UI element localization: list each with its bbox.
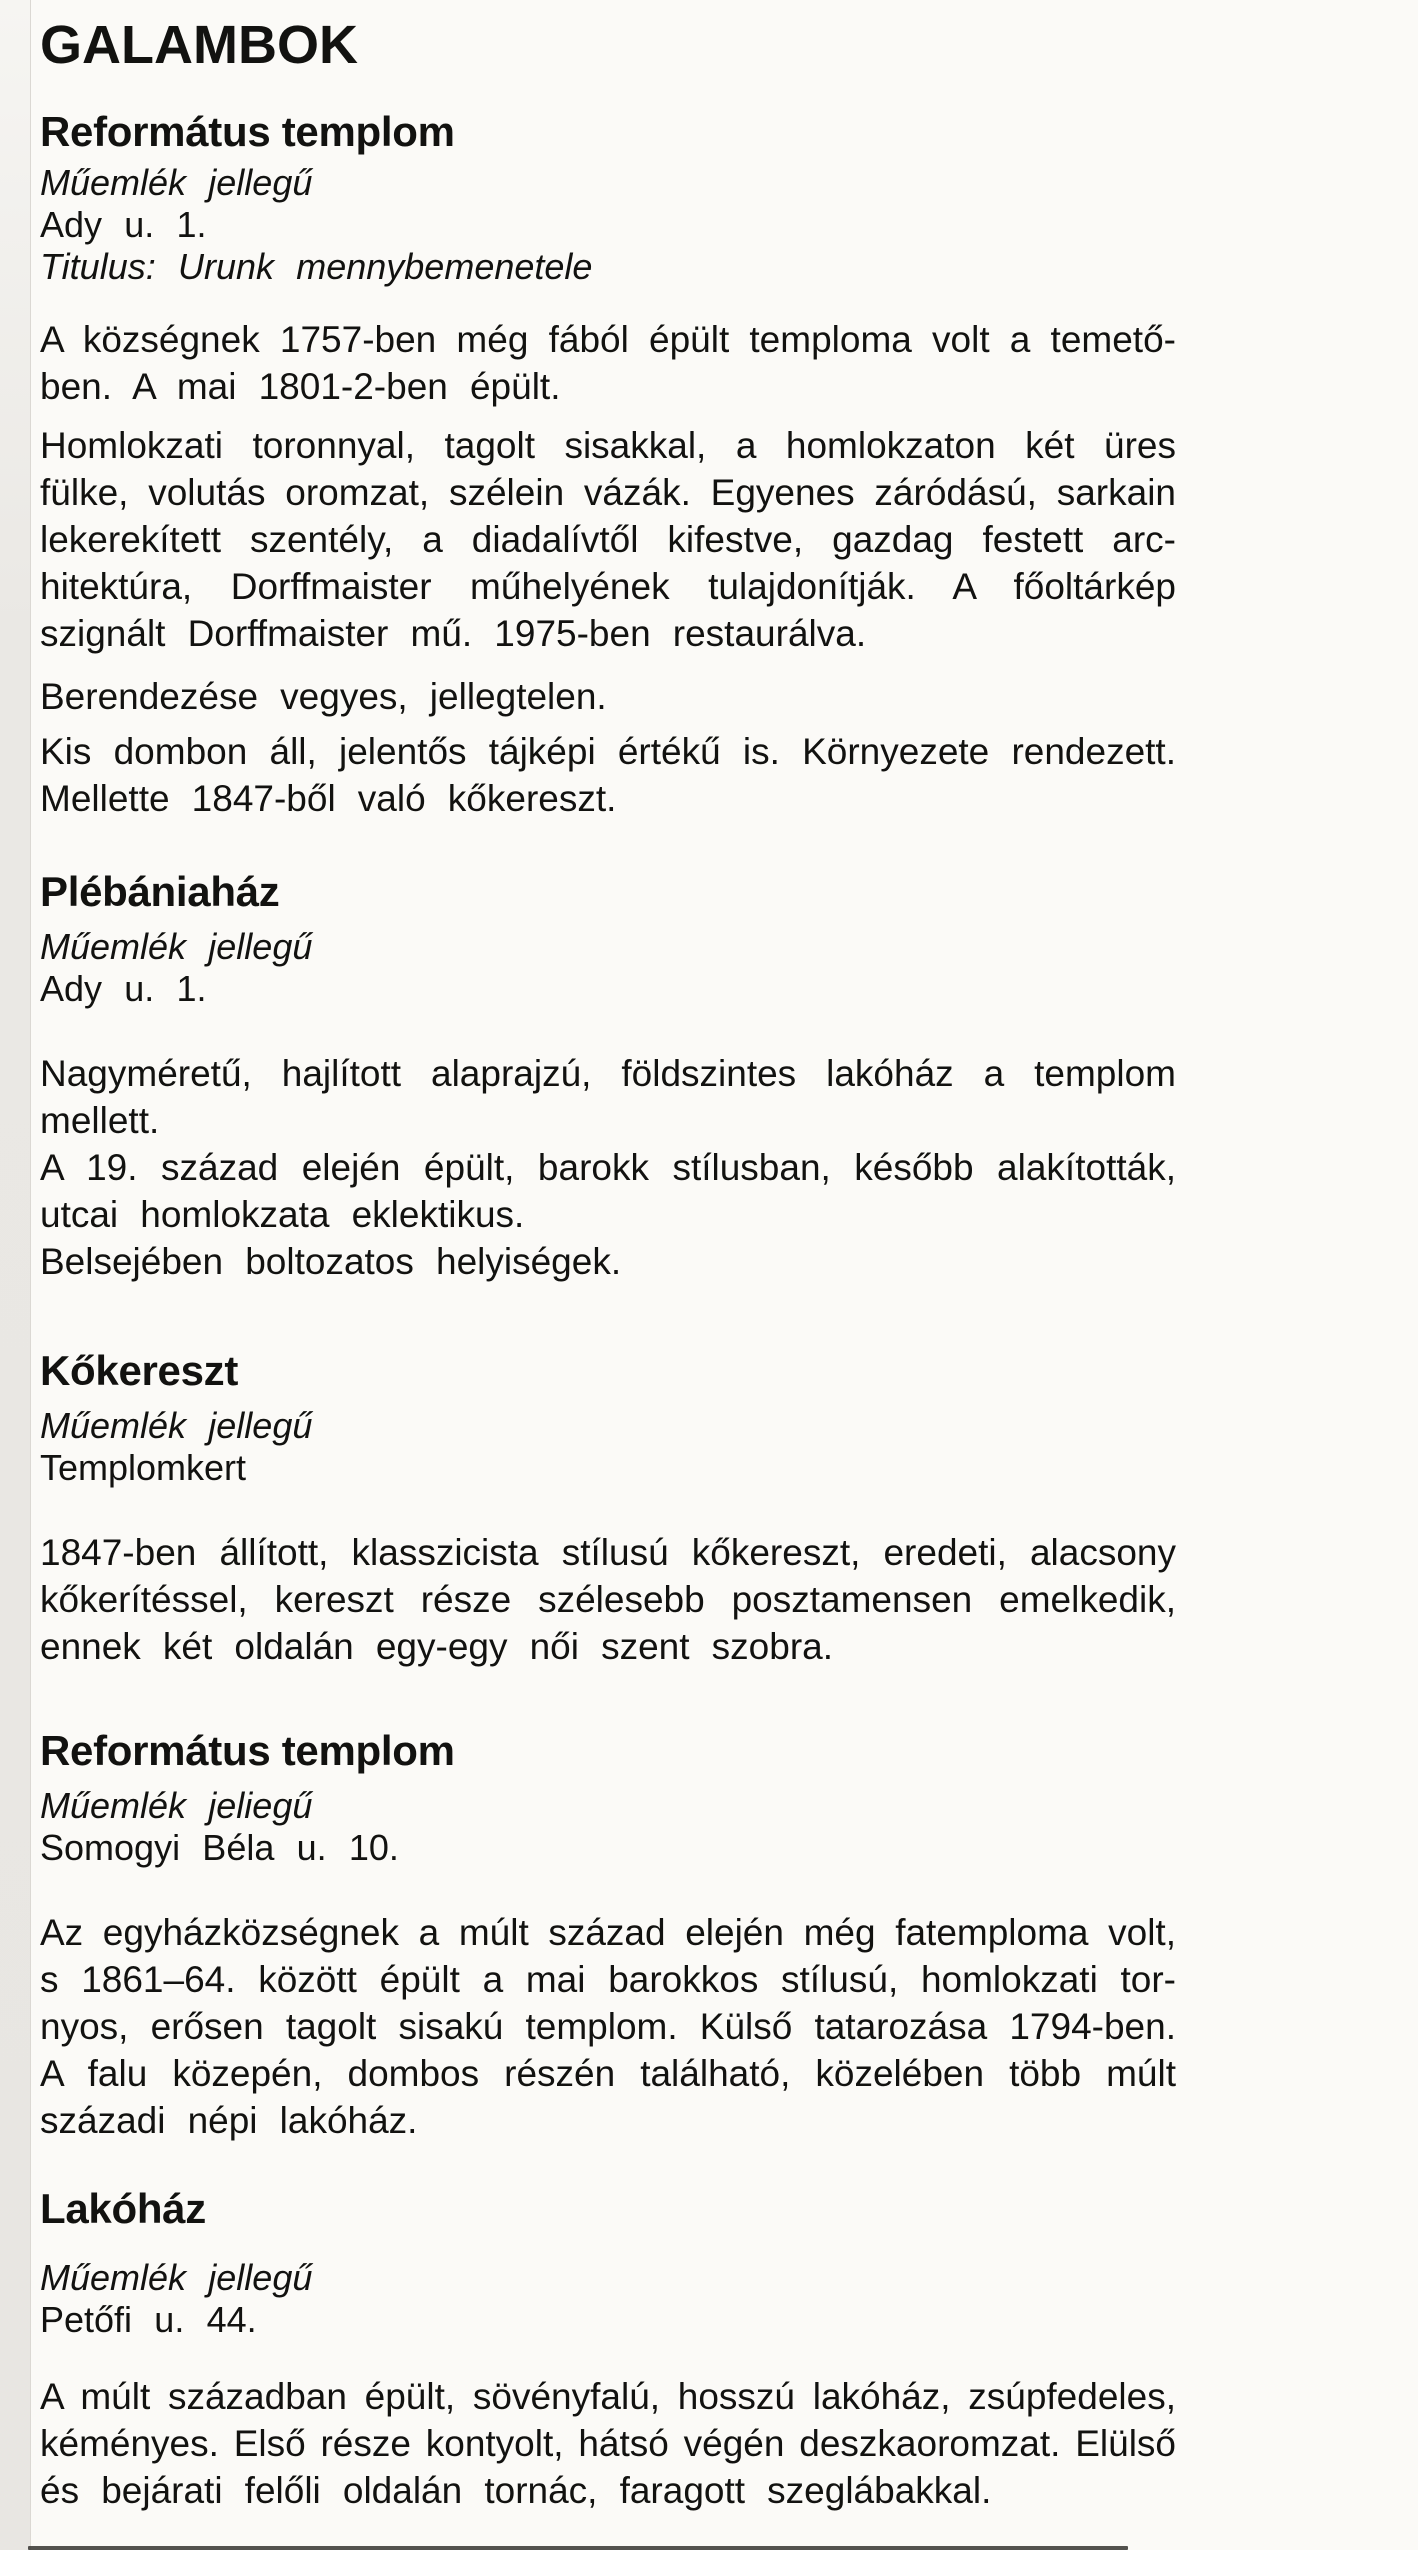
monument-address: Somogyi Béla u. 10. [40,1827,399,1868]
body-line: kőkerítéssel, kereszt része szélesebb posztamensen emelkedik, [40,1579,1176,1620]
paragraph [40,1529,1176,1670]
body-line: Belsejében boltozatos helyiségek. [40,1241,622,1282]
paragraph [40,1050,1176,1144]
monument-section [40,1727,1176,2144]
body-line: századi népi lakóház. [40,2100,418,2141]
monument-heading: Református templom [40,108,455,155]
paragraph [40,316,1176,410]
body-line: A múlt században épült, sövényfalú, hosszú lakóház, zsúpfedeles, [40,2376,1176,2417]
body-line: lekerekített szentély, a diadalívtől kifestve, gazdag festett arc- [40,519,1176,560]
monument-designation: Műemlék jellegű [40,162,313,203]
body-line: A falu közepén, dombos részén található, közelében több múlt [40,2053,1176,2094]
monument-address: Templomkert [40,1447,247,1488]
monument-designation: Műemlék jellegű [40,926,313,967]
paragraph [40,673,1176,720]
body-line: ben. A mai 1801-2-ben épült. [40,366,561,407]
monument-section [40,1347,1176,1670]
monument-heading: Lakóház [40,2185,206,2232]
body-line: s 1861–64. között épült a mai barokkos stílusú, homlokzati tor- [40,1959,1176,2000]
body-line: Berendezése vegyes, jellegtelen. [40,676,607,717]
body-line: Az egyházközségnek a múlt század elején még fatemploma volt, [40,1912,1176,1953]
monument-designation: Műemlék jeliegű [40,1785,313,1826]
body-line: hitektúra, Dorffmaister műhelyének tulajdonítják. A főoltárkép [40,566,1176,607]
page-title: GALAMBOK [40,15,358,75]
body-line: mellett. [40,1100,160,1141]
body-line: Nagyméretű, hajlított alaprajzú, földszintes lakóház a templom [40,1053,1176,1094]
monument-heading: Kőkereszt [40,1347,239,1394]
monument-address: Ady u. 1. [40,204,207,245]
monument-section [40,2185,1176,2514]
body-line: utcai homlokzata eklektikus. [40,1194,525,1235]
paragraph [40,1909,1176,2144]
monument-address: Ady u. 1. [40,968,207,1009]
body-line: A községnek 1757-ben még fából épült temploma volt a temető- [40,319,1176,360]
monument-heading: Református templom [40,1727,455,1774]
body-line: kéményes. Első része kontyolt, hátsó végén deszkaoromzat. Elülső [40,2423,1176,2464]
paragraph [40,2373,1176,2514]
monument-titulus: Titulus: Urunk mennybemenetele [40,246,593,287]
monument-address: Petőfi u. 44. [40,2299,257,2340]
paragraph [40,422,1176,657]
scan-edge-shadow [0,0,31,2550]
paragraph [40,728,1176,822]
paragraph [40,1238,1176,1285]
body-line: Mellette 1847-ből való kőkereszt. [40,778,617,819]
body-line: Homlokzati toronnyal, tagolt sisakkal, a homlokzaton két üres [40,425,1176,466]
monument-designation: Műemlék jellegű [40,2257,313,2298]
body-line: 1847-ben állított, klasszicista stílusú kőkereszt, eredeti, alacsony [40,1532,1176,1573]
monument-designation: Műemlék jellegű [40,1405,313,1446]
body-line: nyos, erősen tagolt sisakú templom. Külső tatarozása 1794-ben. [40,2006,1176,2047]
monument-section [40,868,1176,1285]
monument-heading: Plébániaház [40,868,280,915]
body-line: A 19. század elején épült, barokk stílusban, később alakították, [40,1147,1176,1188]
body-line: fülke, volutás oromzat, szélein vázák. Egyenes záródású, sarkain [40,472,1176,513]
scan-artifact-line [28,2546,1128,2550]
body-line: Kis dombon áll, jelentős tájképi értékű is. Környezete rendezett. [40,731,1176,772]
body-line: ennek két oldalán egy-egy női szent szobra. [40,1626,833,1667]
paragraph [40,1144,1176,1238]
monument-section [40,108,1176,822]
body-line: és bejárati felőli oldalán tornác, faragott szeglábakkal. [40,2470,992,2511]
page-content [40,0,1176,2514]
body-line: szignált Dorffmaister mű. 1975-ben restaurálva. [40,613,867,654]
